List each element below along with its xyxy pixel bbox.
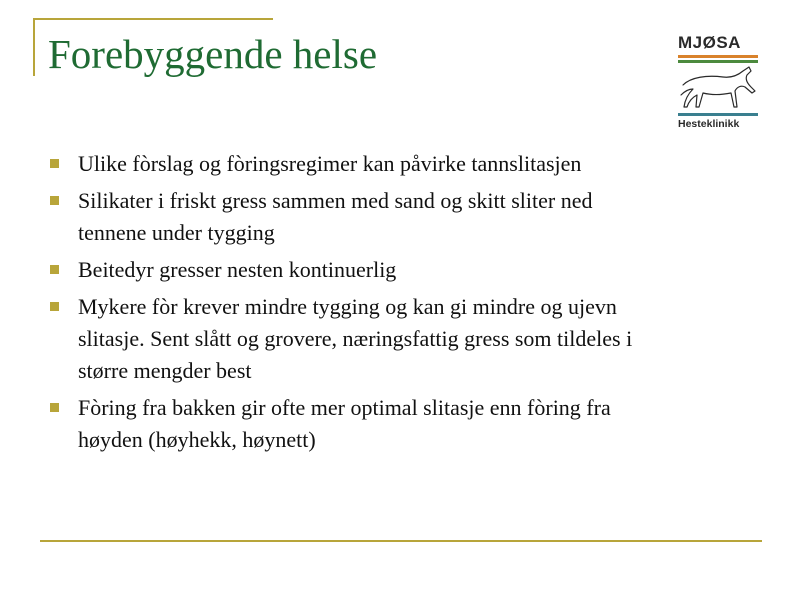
square-bullet-icon (50, 302, 59, 311)
footer-divider (40, 540, 762, 542)
bullet-text: Ulike fòrslag og fòringsregimer kan påvirke tannslitasjen (78, 151, 582, 176)
logo-stripe-orange (678, 55, 758, 58)
bullet-text: Fòring fra bakken gir ofte mer optimal slitasje enn fòring fra høyden (høyhekk, høynett) (78, 395, 611, 452)
mjosa-logo (675, 33, 761, 133)
title-corner-vertical-line (33, 18, 35, 76)
logo-subtitle: Hesteklinikk (678, 118, 740, 130)
slide-title: Forebyggende helse (48, 31, 378, 77)
logo-stripe-green (678, 60, 758, 63)
bullet-text: Silikater i friskt gress sammen med sand og skitt sliter ned tennene under tygging (78, 188, 593, 245)
logo-stripe-teal (678, 113, 758, 116)
bullet-item (48, 392, 648, 456)
bullet-item (48, 185, 648, 249)
bullet-item (48, 254, 648, 286)
title-corner-horizontal-line (33, 18, 273, 20)
bullet-list (48, 148, 648, 461)
square-bullet-icon (50, 159, 59, 168)
square-bullet-icon (50, 196, 59, 205)
bullet-item (48, 148, 648, 180)
square-bullet-icon (50, 265, 59, 274)
bullet-text: Mykere fòr krever mindre tygging og kan gi mindre og ujevn slitasje. Sent slått og grovere, næringsfattig gress som tildeles i større mengder best (78, 294, 633, 383)
logo-name: MJØSA (678, 33, 741, 52)
horse-icon (677, 65, 759, 111)
bullet-text: Beitedyr gresser nesten kontinuerlig (78, 257, 397, 282)
bullet-item (48, 291, 648, 387)
square-bullet-icon (50, 403, 59, 412)
